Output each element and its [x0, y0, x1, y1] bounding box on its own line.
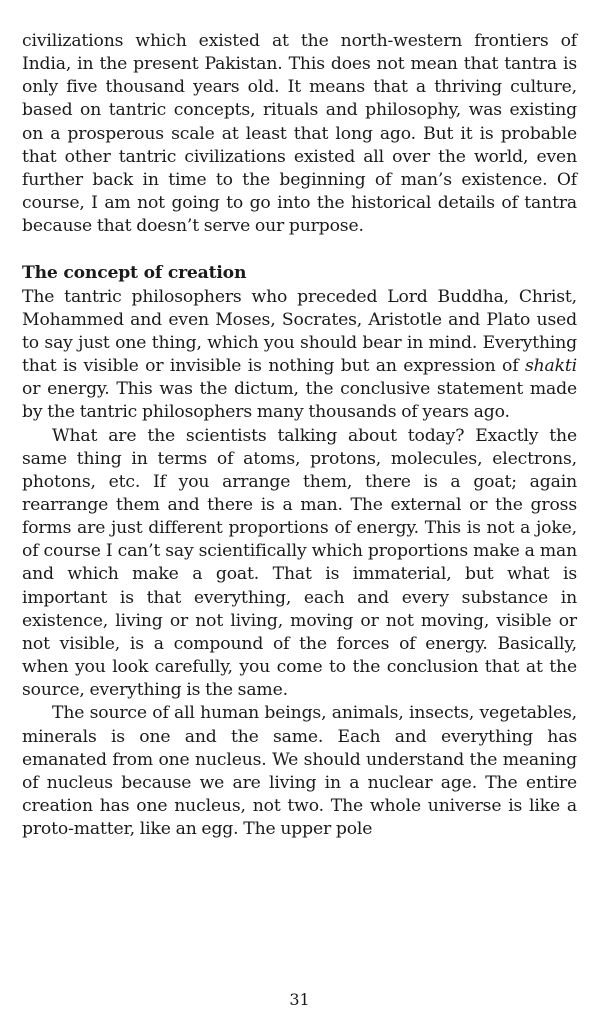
- paragraph-scientists: What are the scientists talking about today? Exactly the same thing in terms of atoms, protons, molecules, electrons, photons, etc. If you arrange them, there is a goat; again rearrange them and there is a man. The external or the gross forms are just different proportions of energy. This is not a joke, of course I can’t say scientifically which proportions make a man and which make a goat. That is immaterial, but what is important is that everything, each and every substance in existence, living or not living, moving or not moving, visible or not visible, is a compound of the forces of energy. Basically, when you look carefully, you come to the conclusion that at the source, everything is the same.: [22, 425, 577, 701]
- paragraph-civilizations: civilizations which existed at the north-western frontiers of India, in the present Pakistan. This does not mean that tantra is only five thousand years old. It means that a thriving culture, based on tantric concepts, rituals and philosophy, was existing on a prosperous scale at least that long ago. But it is probable that other tantric civilizations existed all over the world, even further back in time to the beginning of man’s existence. Of course, I am not going to go into the historical details of tantra because that doesn’t serve our purpose.: [22, 31, 577, 237]
- shakti-italic-term: shakti: [524, 356, 577, 377]
- paragraph-tantric-philosophers: [22, 286, 577, 425]
- paragraph-source: The source of all human beings, animals, insects, vegetables, minerals is one and the same. Each and everything has emanated from one nucleus. We should understand the meaning of nucleus because we are living in a nuclear age. The entire creation has one nucleus, not two. The whole universe is like a proto-matter, like an egg. The upper pole: [22, 703, 577, 840]
- paragraph-text-before-italic: The tantric philosophers who preceded Lord Buddha, Christ, Mohammed and even Moses, Socrates, Aristotle and Plato used to say just one thing, which you should bear in mind. Everything that is visible or invisible is nothing but an expression of: [22, 286, 577, 377]
- paragraph-text-after-italic: or energy. This was the dictum, the conclusive statement made by the tantric philosophers many thousands of years ago.: [22, 379, 577, 423]
- page-number: 31: [289, 990, 310, 1009]
- section-heading: The concept of creation: [22, 263, 247, 284]
- book-page: [22, 30, 577, 1009]
